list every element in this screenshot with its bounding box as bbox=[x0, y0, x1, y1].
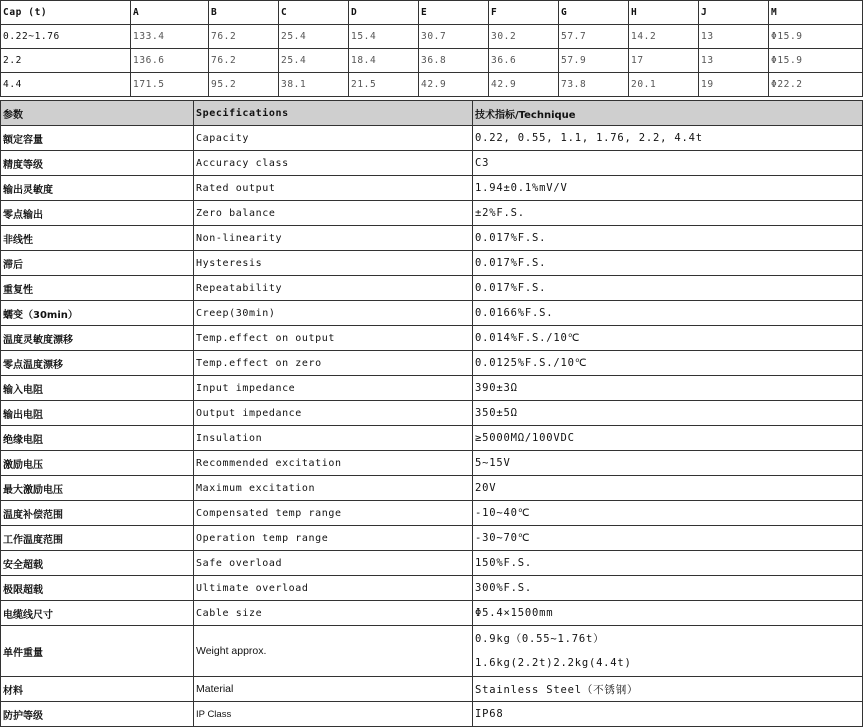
spec-row bbox=[1, 501, 863, 526]
spec-row bbox=[1, 476, 863, 501]
capacity-cell: 4.4 bbox=[1, 73, 131, 97]
spec-value-cell: 1.94±0.1%mV/V bbox=[473, 176, 863, 201]
param-cell: 温度补偿范围 bbox=[1, 501, 194, 526]
param-cell: 激励电压 bbox=[1, 451, 194, 476]
dimension-cell: 136.6 bbox=[131, 49, 209, 73]
dimension-cell: Φ15.9 bbox=[769, 49, 863, 73]
spec-name-cell: Safe overload bbox=[194, 551, 473, 576]
dimension-cell: 21.5 bbox=[349, 73, 419, 97]
spec-value-cell: 150%F.S. bbox=[473, 551, 863, 576]
spec-row bbox=[1, 276, 863, 301]
spec-name-cell: Capacity bbox=[194, 126, 473, 151]
dimension-table bbox=[0, 0, 863, 97]
spec-name-cell: Output impedance bbox=[194, 401, 473, 426]
param-cell: 零点温度漂移 bbox=[1, 351, 194, 376]
param-cell: 安全超载 bbox=[1, 551, 194, 576]
spec-name-cell: Repeatability bbox=[194, 276, 473, 301]
dimension-cell: 38.1 bbox=[279, 73, 349, 97]
spec-value-cell: 300%F.S. bbox=[473, 576, 863, 601]
dimension-cell: 42.9 bbox=[419, 73, 489, 97]
param-cell: 材料 bbox=[1, 677, 194, 702]
dimension-cell: 20.1 bbox=[629, 73, 699, 97]
dimension-cell: 57.7 bbox=[559, 25, 629, 49]
param-cell: 绝缘电阻 bbox=[1, 426, 194, 451]
param-cell: 温度灵敏度漂移 bbox=[1, 326, 194, 351]
spec-value-cell: 20V bbox=[473, 476, 863, 501]
spec-name-cell: IP Class bbox=[194, 702, 473, 727]
dimension-cell: 14.2 bbox=[629, 25, 699, 49]
weight-value-line: 0.9kg（0.55~1.76t） bbox=[475, 633, 605, 645]
capacity-cell: 0.22~1.76 bbox=[1, 25, 131, 49]
dimension-cell: 171.5 bbox=[131, 73, 209, 97]
spec-name-cell: Temp.effect on zero bbox=[194, 351, 473, 376]
param-cell: 蠕变（30min） bbox=[1, 301, 194, 326]
spec-name-cell: Weight approx. bbox=[194, 626, 473, 677]
dimension-cell: 13 bbox=[699, 49, 769, 73]
dimension-cell: 18.4 bbox=[349, 49, 419, 73]
spec-name-cell: Rated output bbox=[194, 176, 473, 201]
param-cell: 精度等级 bbox=[1, 151, 194, 176]
spec-name-cell: Operation temp range bbox=[194, 526, 473, 551]
specification-table bbox=[0, 100, 863, 727]
spec-row bbox=[1, 351, 863, 376]
weight-value-line: 1.6kg(2.2t)2.2kg(4.4t) bbox=[475, 657, 632, 669]
dimension-header-cell: J bbox=[699, 1, 769, 25]
dimension-cell: Φ22.2 bbox=[769, 73, 863, 97]
dimension-cell: 13 bbox=[699, 25, 769, 49]
param-cell: 输出灵敏度 bbox=[1, 176, 194, 201]
spec-row bbox=[1, 301, 863, 326]
dimension-cell: 73.8 bbox=[559, 73, 629, 97]
spec-value-cell: ±2%F.S. bbox=[473, 201, 863, 226]
spec-value-cell: 350±5Ω bbox=[473, 401, 863, 426]
dimension-header-cell: B bbox=[209, 1, 279, 25]
spec-row bbox=[1, 226, 863, 251]
spec-value-cell: IP68 bbox=[473, 702, 863, 727]
spec-value-cell: 0.0166%F.S. bbox=[473, 301, 863, 326]
param-cell: 极限超载 bbox=[1, 576, 194, 601]
dimension-cell: 36.8 bbox=[419, 49, 489, 73]
dimension-cell: 95.2 bbox=[209, 73, 279, 97]
spec-name-cell: Insulation bbox=[194, 426, 473, 451]
spec-value-cell: 0.017%F.S. bbox=[473, 226, 863, 251]
param-header: 参数 bbox=[1, 101, 194, 126]
spec-name-cell: Material bbox=[194, 677, 473, 702]
spec-row bbox=[1, 401, 863, 426]
dimension-header-cell: F bbox=[489, 1, 559, 25]
param-cell: 防护等级 bbox=[1, 702, 194, 727]
spec-value-cell: 0.014%F.S./10℃ bbox=[473, 326, 863, 351]
spec-row bbox=[1, 251, 863, 276]
spec-name-cell: Input impedance bbox=[194, 376, 473, 401]
param-cell: 滞后 bbox=[1, 251, 194, 276]
param-cell: 输出电阻 bbox=[1, 401, 194, 426]
spec-name-cell: Recommended excitation bbox=[194, 451, 473, 476]
protection-row bbox=[1, 702, 863, 727]
spec-value-cell: 5~15V bbox=[473, 451, 863, 476]
dimension-header-cell: C bbox=[279, 1, 349, 25]
spec-value-cell: 0.017%F.S. bbox=[473, 276, 863, 301]
param-cell: 非线性 bbox=[1, 226, 194, 251]
dimension-cell: 30.7 bbox=[419, 25, 489, 49]
spec-name-cell: Temp.effect on output bbox=[194, 326, 473, 351]
dimension-header-cell: M bbox=[769, 1, 863, 25]
material-row bbox=[1, 677, 863, 702]
specifications-header: Specifications bbox=[194, 101, 473, 126]
dimension-cell: 15.4 bbox=[349, 25, 419, 49]
spec-name-cell: Ultimate overload bbox=[194, 576, 473, 601]
spec-row bbox=[1, 176, 863, 201]
spec-row bbox=[1, 201, 863, 226]
dimension-cell: 30.2 bbox=[489, 25, 559, 49]
spec-row bbox=[1, 576, 863, 601]
param-cell: 重复性 bbox=[1, 276, 194, 301]
spec-row bbox=[1, 376, 863, 401]
dimension-header-cell: Cap (t) bbox=[1, 1, 131, 25]
spec-name-cell: Zero balance bbox=[194, 201, 473, 226]
spec-name-cell: Creep(30min) bbox=[194, 301, 473, 326]
param-cell: 单件重量 bbox=[1, 626, 194, 677]
dimension-cell: 57.9 bbox=[559, 49, 629, 73]
dimension-cell: 25.4 bbox=[279, 25, 349, 49]
spec-value-cell: Stainless Steel（不锈钢） bbox=[473, 677, 863, 702]
spec-row bbox=[1, 426, 863, 451]
spec-value-cell: 390±3Ω bbox=[473, 376, 863, 401]
spec-value-cell: -30~70℃ bbox=[473, 526, 863, 551]
dimension-header-row bbox=[1, 1, 863, 25]
spec-name-cell: Cable size bbox=[194, 601, 473, 626]
dimension-cell: 19 bbox=[699, 73, 769, 97]
technique-header: 技术指标/Technique bbox=[473, 101, 863, 126]
weight-row bbox=[1, 626, 863, 677]
spec-name-cell: Accuracy class bbox=[194, 151, 473, 176]
spec-name-cell: Non-linearity bbox=[194, 226, 473, 251]
dimension-cell: 76.2 bbox=[209, 49, 279, 73]
dimension-row bbox=[1, 49, 863, 73]
dimension-header-cell: G bbox=[559, 1, 629, 25]
dimension-header-cell: H bbox=[629, 1, 699, 25]
spec-value-cell bbox=[473, 626, 863, 677]
dimension-cell: 42.9 bbox=[489, 73, 559, 97]
dimension-cell: 36.6 bbox=[489, 49, 559, 73]
dimension-cell: 17 bbox=[629, 49, 699, 73]
param-cell: 工作温度范围 bbox=[1, 526, 194, 551]
spec-row bbox=[1, 526, 863, 551]
dimension-row bbox=[1, 25, 863, 49]
dimension-header-cell: E bbox=[419, 1, 489, 25]
spec-row bbox=[1, 326, 863, 351]
spec-name-cell: Maximum excitation bbox=[194, 476, 473, 501]
dimension-cell: 76.2 bbox=[209, 25, 279, 49]
dimension-header-cell: D bbox=[349, 1, 419, 25]
spec-value-cell: 0.0125%F.S./10℃ bbox=[473, 351, 863, 376]
dimension-cell: Φ15.9 bbox=[769, 25, 863, 49]
spec-row bbox=[1, 601, 863, 626]
param-cell: 输入电阻 bbox=[1, 376, 194, 401]
spec-value-cell: C3 bbox=[473, 151, 863, 176]
spec-header-row bbox=[1, 101, 863, 126]
spec-value-cell: -10~40℃ bbox=[473, 501, 863, 526]
param-cell: 最大激励电压 bbox=[1, 476, 194, 501]
spec-row bbox=[1, 151, 863, 176]
spec-row bbox=[1, 126, 863, 151]
dimension-row bbox=[1, 73, 863, 97]
param-cell: 电缆线尺寸 bbox=[1, 601, 194, 626]
param-cell: 额定容量 bbox=[1, 126, 194, 151]
spec-value-cell: 0.22, 0.55, 1.1, 1.76, 2.2, 4.4t bbox=[473, 126, 863, 151]
capacity-cell: 2.2 bbox=[1, 49, 131, 73]
spec-row bbox=[1, 451, 863, 476]
spec-value-cell: ≥5000MΩ/100VDC bbox=[473, 426, 863, 451]
spec-value-cell: 0.017%F.S. bbox=[473, 251, 863, 276]
spec-row bbox=[1, 551, 863, 576]
spec-name-cell: Compensated temp range bbox=[194, 501, 473, 526]
dimension-cell: 25.4 bbox=[279, 49, 349, 73]
param-cell: 零点输出 bbox=[1, 201, 194, 226]
dimension-header-cell: A bbox=[131, 1, 209, 25]
spec-name-cell: Hysteresis bbox=[194, 251, 473, 276]
dimension-cell: 133.4 bbox=[131, 25, 209, 49]
spec-value-cell: Φ5.4×1500mm bbox=[473, 601, 863, 626]
